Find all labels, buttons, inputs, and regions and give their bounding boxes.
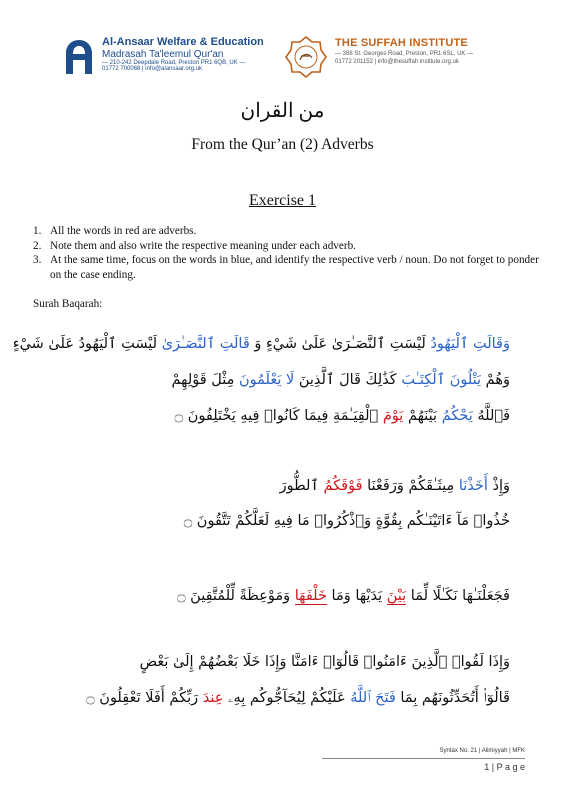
focus-word: فَتَحَ ٱللَّهُ [350, 690, 396, 706]
right-org-name: THE SUFFAH INSTITUTE [335, 37, 468, 49]
letterhead [0, 0, 565, 90]
exercise-heading: Exercise 1 [248, 192, 317, 209]
instruction-item: 2. Note them and also write the respective meaning under each adverb. [33, 239, 356, 252]
right-org-address: — 388 St. Georges Road, Preston, PR1 6SL, UK — [335, 51, 474, 57]
adverb-word: فَوْقَكُمُ [323, 478, 363, 494]
al-ansaar-logo-icon [62, 38, 96, 76]
adverb-word: يَوْمَ [382, 408, 404, 424]
focus-word: قَالَتِ ٱلنَّصَـٰرَىٰ [161, 336, 255, 352]
left-org-address: — 210-242 Deepdale Road, Preston PR1 6QB, UK — [102, 60, 246, 66]
footer-divider [322, 758, 525, 759]
page-number: 1 | P a g e [484, 762, 525, 772]
footer-reference: Syntax No. 21 | Alimiyyah | MFK [439, 748, 525, 754]
verse-line-6: فَجَعَلْنَـٰهَا نَكَـٰلًا لِّمَا بَيْنَ يَدَيْهَا وَمَا خَلْفَهَا وَمَوْعِظَةً لِّلْمُتَّقِينَ ۝ [177, 588, 510, 604]
instruction-item: 3. At the same time, focus on the words in blue, and identify the respective verb / noun. Do not forget to ponder on the case ending. [33, 254, 539, 281]
surah-label: Surah Baqarah: [33, 298, 103, 310]
left-org-contact: 01772 700068 | info@alansaar.org.uk [102, 66, 203, 72]
focus-word: لَا يَعْلَمُونَ [239, 372, 295, 388]
suffah-block [285, 36, 515, 82]
al-ansaar-block [62, 36, 272, 82]
verse-line-3: فَٱللَّهُ يَحْكُمُ بَيْنَهُمْ يَوْمَ ٱلْقِيَـٰمَةِ فِيمَا كَانُوا۟ فِيهِ يَخْتَلِفُونَ ۝ [174, 408, 510, 424]
verse-line-4: وَإِذْ أَخَذْنَا مِيثَـٰقَكُمْ وَرَفَعْنَا فَوْقَكُمُ ٱلطُّورَ [279, 478, 510, 494]
focus-word: أَخَذْنَا [458, 478, 488, 494]
verse-line-1: وَقَالَتِ ٱلْيَهُودُ لَيْسَتِ ٱلنَّصَـٰرَىٰ عَلَىٰ شَيْءٍ وَ قَالَتِ ٱلنَّصَـٰرَىٰ لَيْسَتِ ٱلْيَهُودُ عَلَىٰ شَيْءٍ [12, 336, 510, 352]
focus-word: وَقَالَتِ ٱلْيَهُودُ [430, 336, 510, 352]
left-org-sub: Madrasah Ta'leemul Qur'an [102, 49, 224, 60]
left-org-name: Al-Ansaar Welfare & Education [102, 36, 264, 48]
adverb-word: بَيْنَ [386, 588, 407, 604]
adverb-word: عِندَ [202, 690, 224, 706]
verse-line-2: وَهُمْ يَتْلُونَ ٱلْكِتَـٰبَ كَذَٰلِكَ قَالَ ٱلَّذِينَ لَا يَعْلَمُونَ مِثْلَ قَوْلِهِمْ [171, 372, 510, 388]
suffah-seal-icon [285, 36, 327, 78]
focus-word: يَتْلُونَ ٱلْكِتَـٰبَ [401, 372, 482, 388]
verse-line-5: خُذُوا۟ مَآ ءَاتَيْنَـٰكُم بِقُوَّةٍ وَٱذْكُرُوا۟ مَا فِيهِ لَعَلَّكُمْ تَتَّقُونَ ۝ [183, 513, 510, 529]
focus-word: يَحْكُمُ [441, 408, 473, 424]
instructions-list [33, 224, 543, 282]
verse-line-8: قَالُوٓا۟ أَتُحَدِّثُونَهُم بِمَا فَتَحَ ٱللَّهُ عَلَيْكُمْ لِيُحَآجُّوكُم بِهِۦ عِندَ رَبِّكُمْ أَفَلَا تَعْقِلُونَ ۝ [86, 690, 510, 706]
adverb-word: خَلْفَهَا [294, 588, 327, 604]
document-title: From the Qur’an (2) Adverbs [191, 136, 374, 153]
instruction-item: 1. All the words in red are adverbs. [33, 225, 197, 237]
verse-line-7: وَإِذَا لَقُوا۟ ٱلَّذِينَ ءَامَنُوا۟ قَالُوٓا۟ ءَامَنَّا وَإِذَا خَلَا بَعْضُهُمْ إِلَىٰ بَعْضٍ [139, 654, 510, 670]
arabic-title: من القران [240, 100, 325, 122]
right-org-contact: 01772 201152 | info@thesuffah institute.org.uk [335, 59, 459, 65]
